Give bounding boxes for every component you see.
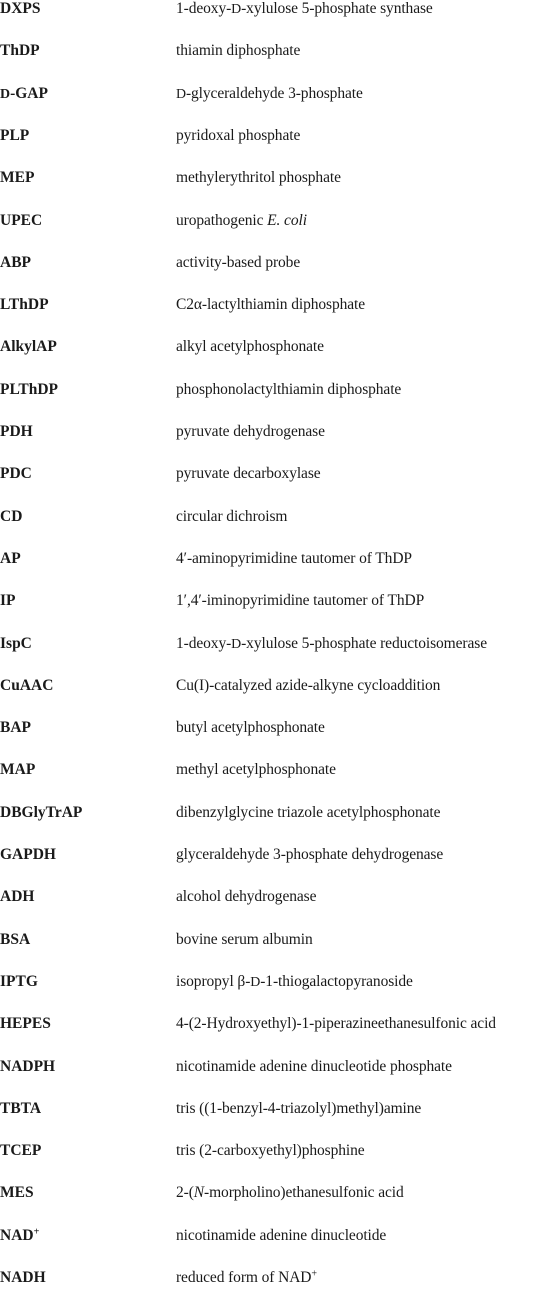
abbreviation-row <box>0 1227 558 1257</box>
abbreviation-definition <box>176 846 443 864</box>
abbreviation-definition <box>176 508 287 526</box>
abbreviation-term: HEPES <box>0 1015 51 1033</box>
abbreviation-definition <box>176 465 321 483</box>
text-segment: 1-deoxy- <box>176 634 232 652</box>
abbreviation-term: PDH <box>0 423 33 440</box>
abbreviation-row <box>0 85 558 115</box>
abbreviation-term: NADPH <box>0 1057 56 1075</box>
abbreviation-row <box>0 1015 558 1045</box>
abbreviation-term: CuAAC <box>0 676 54 694</box>
abbreviation-row <box>0 508 558 538</box>
abbreviation-definition <box>176 804 440 822</box>
text-segment: 4-(2-Hydroxyethyl)-1-piperazineethanesulfonic acid <box>176 1015 496 1033</box>
abbreviation-definition <box>176 42 300 60</box>
text-segment: phosphonolactylthiamin diphosphate <box>176 380 402 398</box>
abbreviation-definition <box>176 381 401 399</box>
text-segment: tris (2-carboxyethyl)phosphine <box>176 1142 365 1160</box>
abbreviation-definition <box>176 1227 386 1245</box>
abbreviation-definition <box>176 127 300 145</box>
abbreviation-term: DBGlyTrAP <box>0 803 83 821</box>
text-segment: 1-deoxy- <box>176 0 232 17</box>
abbreviation-definition <box>176 212 307 230</box>
abbreviation-row <box>0 846 558 876</box>
abbreviation-row <box>0 254 558 284</box>
abbreviation-row <box>0 1142 558 1172</box>
text-segment: -xylulose 5-phosphate reductoisomerase <box>241 634 487 652</box>
abbreviation-definition <box>176 296 365 314</box>
abbreviation-term: UPEC <box>0 211 43 229</box>
abbreviation-row <box>0 761 558 791</box>
text-segment: reduced form of NAD <box>176 1269 312 1286</box>
abbreviation-term: PDC <box>0 465 32 483</box>
text-segment: pyruvate decarboxylase <box>176 465 321 483</box>
text-segment: C2α-lactylthiamin diphosphate <box>176 296 366 314</box>
abbreviation-row <box>0 635 558 665</box>
abbreviation-definition <box>176 1269 317 1287</box>
abbreviation-term: ADH <box>0 888 35 906</box>
text-segment: glyceraldehyde 3-phosphate dehydrogenase <box>176 846 444 863</box>
text-segment: 1′,4′-iminopyrimidine tautomer of ThDP <box>176 592 425 610</box>
abbreviation-definition <box>176 254 300 272</box>
abbreviation-term: TCEP <box>0 1142 42 1160</box>
abbreviation-term: ABP <box>0 253 31 271</box>
text-segment: pyruvate dehydrogenase <box>176 423 325 440</box>
abbreviation-term: IspC <box>0 634 32 652</box>
text-segment: + <box>311 1268 317 1280</box>
abbreviation-term: DXPS <box>0 0 41 17</box>
abbreviation-definition <box>176 169 341 187</box>
abbreviation-term: IP <box>0 592 16 610</box>
abbreviation-term: TBTA <box>0 1099 42 1117</box>
abbreviation-term: MEP <box>0 169 35 187</box>
text-segment: D <box>250 974 261 990</box>
abbreviation-definition <box>176 931 313 949</box>
abbreviation-definition <box>176 677 440 695</box>
abbreviation-definition <box>176 719 325 737</box>
abbreviation-row <box>0 888 558 918</box>
abbreviation-row <box>0 804 558 834</box>
abbreviation-term: NADH <box>0 1269 46 1286</box>
abbreviation-row <box>0 296 558 326</box>
abbreviation-term: BSA <box>0 930 31 948</box>
abbreviation-row <box>0 1184 558 1214</box>
abbreviation-row <box>0 0 558 30</box>
text-segment: pyridoxal phosphate <box>176 126 301 144</box>
text-segment: thiamin diphosphate <box>176 42 301 60</box>
text-segment: alkyl acetylphosphonate <box>176 338 324 356</box>
abbreviation-term: PLP <box>0 126 30 144</box>
text-segment: -glyceraldehyde 3-phosphate <box>185 84 363 102</box>
abbreviation-row <box>0 592 558 622</box>
abbreviation-row <box>0 550 558 580</box>
text-segment: 2-( <box>176 1184 194 1202</box>
text-segment: circular dichroism <box>176 507 288 525</box>
abbreviation-definition <box>176 338 324 356</box>
text-segment: bovine serum albumin <box>176 930 313 948</box>
abbreviation-row <box>0 381 558 411</box>
abbreviation-row <box>0 719 558 749</box>
abbreviation-row <box>0 423 558 453</box>
text-segment: alcohol dehydrogenase <box>176 888 317 906</box>
text-segment: NAD <box>0 1226 34 1244</box>
abbreviation-definition <box>176 1184 404 1202</box>
abbreviation-row <box>0 931 558 961</box>
abbreviation-definition <box>176 423 325 441</box>
abbreviation-definition <box>176 550 412 568</box>
abbreviation-row <box>0 212 558 242</box>
abbreviation-definition <box>176 761 336 779</box>
abbreviation-term <box>0 85 48 104</box>
text-segment: D <box>231 2 242 17</box>
text-segment: + <box>33 1226 40 1238</box>
text-segment: isopropyl β- <box>176 972 251 990</box>
abbreviation-term: MES <box>0 1184 34 1202</box>
abbreviation-definition <box>176 635 487 654</box>
abbreviation-definition <box>176 592 424 610</box>
text-segment: -xylulose 5-phosphate synthase <box>241 0 433 17</box>
abbreviation-row <box>0 465 558 495</box>
abbreviation-term: LThDP <box>0 296 49 314</box>
text-segment: E. coli <box>267 211 307 229</box>
text-segment: uropathogenic <box>176 211 268 229</box>
text-segment: D <box>176 86 186 102</box>
abbreviation-term: MAP <box>0 761 36 779</box>
text-segment: activity-based probe <box>176 253 301 271</box>
abbreviation-row <box>0 1058 558 1088</box>
text-segment: tris ((1-benzyl-4-triazolyl)methyl)amine <box>176 1099 422 1117</box>
abbreviation-row <box>0 1100 558 1130</box>
text-segment: -GAP <box>10 84 48 102</box>
text-segment: methyl acetylphosphonate <box>176 761 336 779</box>
abbreviation-term: GAPDH <box>0 846 56 863</box>
text-segment: nicotinamide adenine dinucleotide <box>176 1226 387 1244</box>
abbreviation-row <box>0 42 558 72</box>
abbreviation-term: PLThDP <box>0 380 59 398</box>
text-segment: butyl acetylphosphonate <box>176 719 325 737</box>
abbreviation-row <box>0 338 558 368</box>
abbreviation-term: AP <box>0 549 21 567</box>
abbreviation-definition <box>176 85 363 104</box>
abbreviation-row <box>0 169 558 199</box>
abbreviation-term: CD <box>0 507 23 525</box>
text-segment: D <box>231 636 242 652</box>
abbreviation-definition <box>176 1015 496 1033</box>
abbreviation-term <box>0 1227 39 1245</box>
abbreviation-definition <box>176 1142 365 1160</box>
text-segment: N <box>193 1184 205 1202</box>
text-segment: -1-thiogalactopyranoside <box>260 972 413 990</box>
abbreviation-definition <box>176 0 433 19</box>
abbreviation-term: AlkylAP <box>0 338 57 356</box>
abbreviation-term: IPTG <box>0 972 38 990</box>
text-segment: nicotinamide adenine dinucleotide phosphate <box>176 1057 452 1075</box>
abbreviation-row <box>0 973 558 1003</box>
abbreviation-row <box>0 127 558 157</box>
abbreviation-term: BAP <box>0 719 31 737</box>
abbreviation-definition <box>176 1100 421 1118</box>
text-segment: methylerythritol phosphate <box>176 169 341 187</box>
abbreviation-definition <box>176 1058 452 1076</box>
text-segment: 4′-aminopyrimidine tautomer of ThDP <box>176 549 412 567</box>
abbreviation-definition <box>176 973 413 992</box>
abbreviation-row <box>0 677 558 707</box>
text-segment: dibenzylglycine triazole acetylphosphonate <box>176 803 441 821</box>
abbreviation-term: ThDP <box>0 42 40 60</box>
text-segment: Cu(I)-catalyzed azide-alkyne cycloaddition <box>176 676 441 694</box>
text-segment: -morpholino)ethanesulfonic acid <box>204 1184 404 1202</box>
abbreviation-row <box>0 1269 558 1299</box>
abbreviation-definition <box>176 888 316 906</box>
text-segment: D <box>0 86 11 102</box>
